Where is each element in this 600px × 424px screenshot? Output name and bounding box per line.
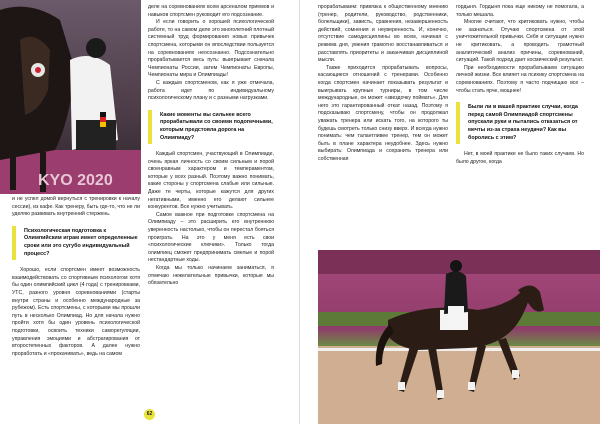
paragraph: прорабатываем: привязка к общественному мнению (тренер, родители, руководство, родственники, болельщики), зависть, сравнения, незавершенность действий, сомнения и неуверенность. И, конечно, отсутствие самодисциплины во всем, начиная с режима дня, умения грамотно восстанавливаться и расставлять приоритеты и заканчивая дисциплиной мысли. [318, 4, 448, 64]
paragraph: Самое важное при подготовке спортсмена на Олимпиаду – это расширить его внутреннюю уверенность настолько, чтобы он перестал бояться проиграть. На это у меня есть свои «психологические ключики». Только тогда олимпиец сможет предпринимать смелые и порой нестандартные ходы. [148, 211, 274, 264]
paragraph: деле на соревнованиях всем арсеналом приемов и навыков спортсмен руководит его подсознание. [148, 4, 274, 18]
equestrian-photo-top [0, 0, 141, 194]
page-number: 62 [144, 409, 155, 420]
left-page-column-2 [148, 4, 274, 418]
question-box [456, 102, 584, 144]
photo-caption-tokyo-2020: KYO 2020 [38, 172, 113, 189]
paragraph: Хорошо, если спортсмен имеет возможность взаимодействовать со спортивным психологом хотя бы один олимпийский цикл (4 года) с тренировками, УТС, разного уровня соревнованиями (старты внутри страны и особенно международные за рубежом). Есть спортсмены, с которыми мы прошли путь в несколько Олимпиад. Но для начала нужно пройти хотя бы один уровень психологической подготовки, освоить техники саморегуляции, управления эмоциями и абстрагирования от второстепенных факторов. А далее нужно проработать и «прокачивать», ведь на самом [12, 267, 140, 357]
paragraph: и не успел домой вернуться с тренировки к началу сессии), из кафе. Как тренеру, быть где-то, что не ли уделяю развивать внутренний стержень. [12, 196, 140, 218]
paragraph: Когда мы только начинаем заниматься, я отмечаю нежелательные привычки, которые мы обязательно [148, 265, 274, 287]
dressage-horse-image [318, 250, 600, 424]
question-text: Психологическая подготовка к Олимпийским играм имеет определенные сроки или это сугубо индивидуальный процесс? [24, 227, 138, 257]
left-page-column-1 [12, 196, 140, 418]
question-box [148, 110, 274, 144]
question-text: Были ли в вашей практике случаи, когда перед самой Олимпиадой спортсмены опускали руки и пытались отказаться от мечты из-за страха неудачи? Как вы боролись с этим? [468, 104, 578, 141]
question-box [12, 226, 140, 260]
paragraph: Многие считают, что критиковать нужно, чтобы не зазнаться. Отучаю спортсмена от этой уничтожительной привычки. Себя и ситуации нужно не критиковать, а проводить грамотный аналитический анализ причины, соревнований, ситуаций. Такой подход дает космический результат. [456, 19, 584, 64]
paragraph: С каждым спортсменом, как я уже отмечала, работа идет по индивидуальному психологическому плану и с разными нагрузками. [148, 79, 274, 102]
rider-with-horse-image [0, 0, 141, 194]
paragraph: гордыня. Гордыня пока еще никому не помогала, а только мешала. [456, 4, 584, 18]
paragraph: Также приходится прорабатывать вопросы, касающиеся отношений с тренерами. Особенно когда спортсмен начинает показывать результат и выигрывать крупные турниры, в том числе международные, он может «звездочку поймать». Для него это гарантированный откат назад. Поэтому я подсказываю спортсмену, чтобы он продолжал уважать тренера или искать того, на которого ты будешь смотреть только снизу вверх. И всегда нужно понимать: чем талантливее тренер, тем он может быть в плане характера неудобнее. Здесь нужно выбирать: Олимпиада и сохранить тренера или собственная [318, 64, 448, 162]
right-page-column-1 [318, 4, 448, 248]
question-text: Какие моменты вы сильнее всего прорабатывали со своими подопечными, которым предстояла дорога на Олимпиаду? [160, 111, 273, 141]
equestrian-photo-bottom [318, 250, 600, 424]
paragraph: При необходимости прорабатываем ситуацию личной жизни. Все влияет на психику спортсмена на соревнованиях. Поэтому я часто подчищаю все – чтобы стать ярче, мощнее! [456, 64, 584, 94]
right-page-column-2 [456, 4, 584, 248]
paragraph: Каждый спортсмен, участвующий в Олимпиаде, очень яркая личность со своим сильным и порой своенравным характером и темпераментом, которые у всех разный. Поэтому важно понимать, какие стороны у спортсмена слабые или сильные. Даже те черты, которые кажутся для других негативными, именно его делают сильнее конкурентов. Все нужно учитывать. [148, 151, 274, 211]
paragraph: Нет, в моей практике не было таких случаев. Но было другое, когда [456, 151, 584, 165]
paragraph: И если говорить о хорошей психологической работе, то на самом деле это многолетний плотный системный труд формирования новых привычек спортсмена, которыми он впоследствии пользуется на соревнованиях неосознанно. Подсознательно прорабатывается весь путь: выигрывает сначала Чемпионаты России, затем Чемпионаты Европы, Чемпионаты мира и Олимпиады! [148, 19, 274, 79]
